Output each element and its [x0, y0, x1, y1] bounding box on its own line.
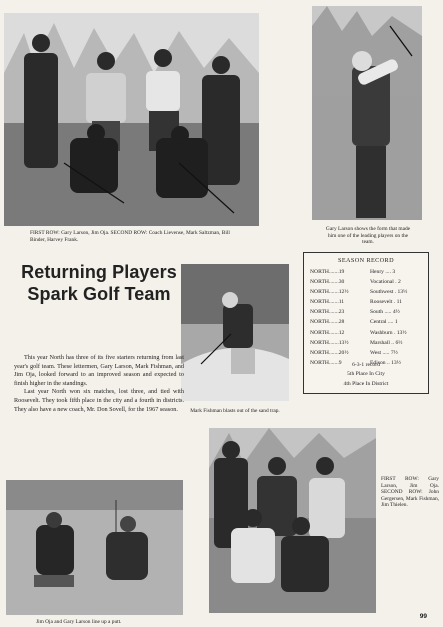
- story-paragraph-2: Last year North won six matches, lost three, and tied with Roosevelt. They took fifth place in the city and a fourth in districts. They also have a new coach, Mr. Don Sovell, for the 1967 season.: [14, 388, 184, 413]
- record-north-score: NORTH.......11: [310, 299, 345, 306]
- record-opponent-score: Edison .. 13½: [370, 359, 401, 366]
- group-photo-caption: FIRST ROW: Gary Larson, Jim Oja. SECOND ROW: John Gergersen, Mark Fishman, Jim Thielen.: [381, 476, 439, 509]
- record-row: [310, 317, 426, 327]
- record-opponent-score: South ..... 4½: [370, 309, 400, 316]
- fishman-photo: [181, 264, 289, 401]
- larson-photo-caption: Gary Larson shows the form that made him one of the leading players on the team.: [325, 226, 411, 246]
- record-north-score: NORTH.......19: [310, 269, 345, 275]
- putting-photo-caption: Jim Oja and Gary Larson line up a putt.: [36, 619, 122, 625]
- season-record-box: [303, 252, 429, 394]
- summary-district-place: 4th Place In District: [343, 380, 389, 387]
- record-opponent-score: Marshall .. 6½: [370, 339, 403, 346]
- team-photo: [4, 13, 259, 226]
- record-opponent-score: Southwest . 13½: [370, 289, 408, 296]
- record-opponent-score: Roosevelt . 11: [370, 299, 402, 306]
- summary-record: 6-3-1 record: [352, 362, 380, 368]
- record-north-score: NORTH.......30: [310, 279, 345, 286]
- record-north-score: NORTH.......12: [310, 329, 345, 336]
- record-north-score: NORTH.......9: [310, 359, 342, 366]
- record-north-score: NORTH.......23: [310, 309, 345, 316]
- record-row: [310, 277, 426, 287]
- record-opponent-score: Washburn . 13½: [370, 329, 407, 336]
- record-row: [310, 307, 426, 317]
- group-photo: [209, 428, 376, 613]
- record-opponent-score: Central .... 1: [370, 319, 398, 326]
- record-opponent-score: Henry .... 3: [370, 269, 396, 275]
- season-record-title: SEASON RECORD: [338, 257, 394, 264]
- larson-photo: [312, 6, 422, 220]
- season-record-rows: [310, 267, 426, 368]
- fishman-photo-caption: Mark Fishman blasts out of the sand trap.: [190, 408, 280, 414]
- record-opponent-score: Vocational . 2: [370, 279, 401, 286]
- record-north-score: NORTH.......28: [310, 319, 345, 326]
- record-row: [310, 297, 426, 307]
- record-row: [310, 338, 426, 348]
- record-row: [310, 328, 426, 338]
- record-north-score: NORTH.......20½: [310, 349, 349, 356]
- headline-line-1: Returning Players: [21, 262, 177, 282]
- headline-line-2: Spark Golf Team: [27, 284, 171, 304]
- record-row: [310, 267, 426, 277]
- record-row: [310, 287, 426, 297]
- page-headline: [14, 261, 184, 305]
- putting-photo: [6, 480, 183, 615]
- record-north-score: NORTH.......12½: [310, 289, 349, 296]
- story-paragraph-1: This year North has three of its five starters returning from last year's golf team. These lettermen, Gary Larson, Mark Fishman, and Jim Oja, looked forward to an improved season and expected to finish higher in the standings.: [14, 354, 184, 387]
- record-north-score: NORTH.......13½: [310, 339, 349, 346]
- team-photo-caption: FIRST ROW: Gary Larson, Jim Oja. SECOND ROW: Coach Lievense, Mark Saltzman, Bill Binder, Harvey Frank.: [30, 230, 230, 243]
- page-number: 99: [419, 613, 427, 620]
- summary-city-place: 5th Place In City: [347, 371, 385, 378]
- story-text: [14, 354, 184, 414]
- record-opponent-score: West ..... 7½: [370, 349, 398, 356]
- season-record-summary: [304, 361, 428, 389]
- record-row: [310, 348, 426, 358]
